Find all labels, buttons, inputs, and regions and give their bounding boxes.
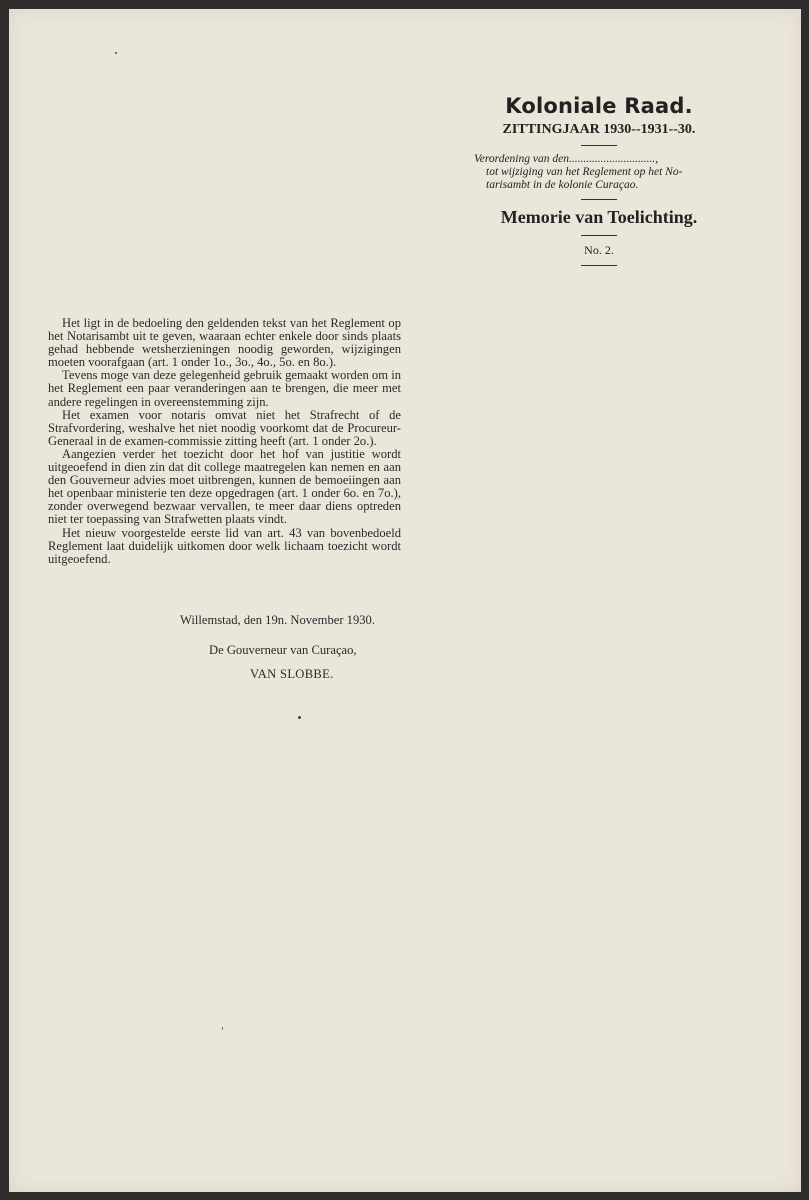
- document-page: [9, 9, 801, 1192]
- place-date: Willemstad, den 19n. November 1930.: [180, 613, 376, 627]
- bill-line: tarisambt in de kolonie Curaçao.: [486, 179, 639, 191]
- document-header: [464, 94, 734, 273]
- council-title: Koloniale Raad.: [505, 94, 693, 118]
- document-type: Memorie van Toelichting.: [500, 207, 698, 227]
- divider: [581, 265, 617, 266]
- divider: [581, 235, 617, 236]
- bill-line: Verordening van den..............................,: [474, 153, 659, 165]
- paragraph: Het examen voor notaris omvat niet het Strafrecht of de Strafvordering, weshalve het niet noodig voorkomt dat de Procureur-Generaal in de examen-commissie zitting heeft (art. 1 onder 2o.).: [48, 407, 401, 448]
- paragraph: Het ligt in de bedoeling den geldenden tekst van het Reglement op het Notarisambt uit te geven, waaraan echter enkele door sinds plaats gehad hebbende wetsherzieningen noodig geworden, wijzigingen moeten voorafgaan (art. 1 onder 1o., 3o., 4o., 5o. en 8o.).: [48, 316, 401, 370]
- bill-description: [464, 153, 734, 192]
- paper-speck: [115, 52, 117, 54]
- governor-title: De Gouverneur van Curaçao,: [209, 643, 357, 657]
- bill-line: tot wijziging van het Reglement op het No-: [486, 166, 683, 178]
- paragraph: Tevens moge van deze gelegenheid gebruik gemaakt worden om in het Reglement een paar veranderingen aan te brengen, die meer met andere regelingen in overeenstemming zijn.: [48, 368, 401, 409]
- document-number: No. 2.: [584, 243, 614, 257]
- explanatory-text: [48, 317, 401, 566]
- paper-speck: [222, 1027, 223, 1030]
- paper-speck: [298, 716, 301, 719]
- paragraph: Aangezien verder het toezicht door het hof van justitie wordt uitgeoefend in dien zin dat dit college maatregelen kan nemen en aan den Gouverneur advies moet uitbrengen, kunnen de bemoeiingen aan het openbaar ministerie ten deze opgedragen (art. 1 onder 6o. en 7o.), zonder overwegend bezwaar vervallen, te meer daar diens optreden niet ter toepassing van Strafwetten plaats vindt.: [48, 446, 401, 527]
- divider: [581, 199, 617, 200]
- divider: [581, 145, 617, 146]
- session-year: ZITTINGJAAR 1930--1931--30.: [502, 122, 696, 137]
- signature-name: VAN SLOBBE.: [250, 667, 334, 681]
- paragraph: Het nieuw voorgestelde eerste lid van art. 43 van bovenbedoeld Reglement laat duidelijk uitkomen door welk lichaam toezicht wordt uitgeoefend.: [48, 525, 401, 566]
